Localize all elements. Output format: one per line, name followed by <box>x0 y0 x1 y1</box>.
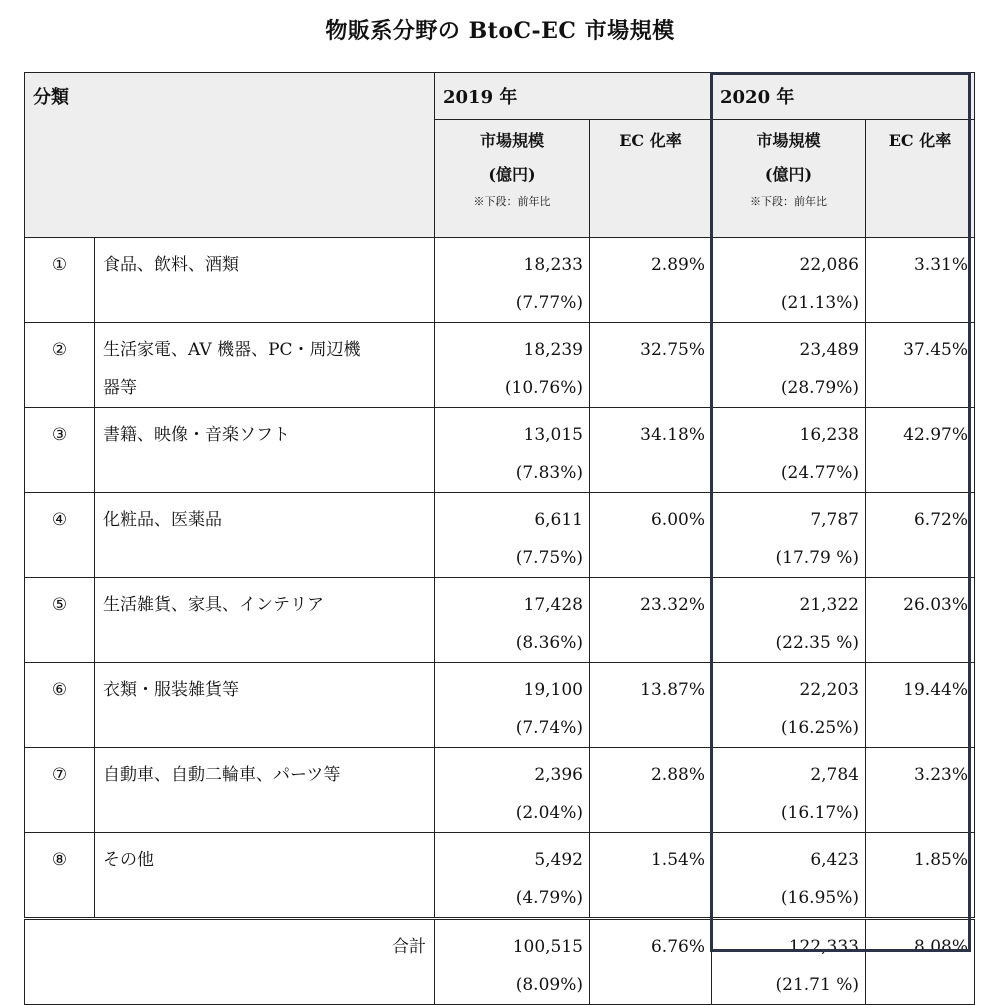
market-size-2019 <box>435 578 590 663</box>
market-size-2019 <box>435 408 590 493</box>
market-size-2020 <box>712 323 866 408</box>
row-number: ③ <box>25 408 95 493</box>
value: 13,015 <box>523 425 583 445</box>
value: 17,428 <box>523 595 583 615</box>
yoy-value: (16.95%) <box>780 888 859 908</box>
category-line: 衣類・服装雑貨等 <box>103 680 239 700</box>
row-number: ⑧ <box>25 833 95 919</box>
value: 2,784 <box>810 765 859 785</box>
yoy-value: (7.74%) <box>515 718 583 738</box>
header-year-2019: 2019 年 <box>435 73 712 120</box>
ec-rate-2019: 2.88% <box>590 748 712 833</box>
value: 18,239 <box>523 340 583 360</box>
category-name <box>95 323 435 408</box>
yoy-note: ※下段：前年比 <box>750 195 827 208</box>
yoy-value: (17.79 %) <box>775 548 859 568</box>
ec-rate-2020: 6.72% <box>866 493 975 578</box>
header-year-2020: 2020 年 <box>712 73 975 120</box>
value: 19,100 <box>523 680 583 700</box>
value: 22,203 <box>799 680 859 700</box>
value: 7,787 <box>810 510 859 530</box>
ec-rate-2019: 2.89% <box>590 238 712 323</box>
yoy-value: (16.17%) <box>780 803 859 823</box>
total-ec-rate-2019: 6.76% <box>590 919 712 1005</box>
category-line: 自動車、自動二輪車、パーツ等 <box>103 765 341 785</box>
market-size-2020 <box>712 578 866 663</box>
yoy-value: (7.77%) <box>515 293 583 313</box>
header-market-size-2020 <box>712 120 866 238</box>
yoy-value: (7.75%) <box>515 548 583 568</box>
ec-rate-2019: 6.00% <box>590 493 712 578</box>
yoy-value: (8.36%) <box>515 633 583 653</box>
yoy-value: (21.13%) <box>780 293 859 313</box>
ec-rate-2020: 3.23% <box>866 748 975 833</box>
ec-rate-2020: 37.45% <box>866 323 975 408</box>
table-row <box>25 408 975 493</box>
market-size-2020 <box>712 493 866 578</box>
page-title: 物販系分野の BtoC-EC 市場規模 <box>325 18 675 44</box>
category-name <box>95 748 435 833</box>
category-line: 化粧品、医薬品 <box>103 510 222 530</box>
total-ec-rate-2020: 8.08% <box>866 919 975 1005</box>
ec-rate-2020: 1.85% <box>866 833 975 919</box>
table-row <box>25 493 975 578</box>
value: 16,238 <box>799 425 859 445</box>
market-size-2019 <box>435 238 590 323</box>
market-size-label: 市場規模 <box>756 131 821 150</box>
value: 6,423 <box>810 850 859 870</box>
value: 21,322 <box>799 595 859 615</box>
category-line: 食品、飲料、酒類 <box>103 255 239 275</box>
category-line: その他 <box>103 850 154 870</box>
ec-rate-2019: 32.75% <box>590 323 712 408</box>
header-ec-rate-2020: EC 化率 <box>866 120 975 238</box>
value: 122,333 <box>788 937 859 957</box>
yoy-value: (7.83%) <box>515 463 583 483</box>
yoy-value: (16.25%) <box>780 718 859 738</box>
market-size-label: 市場規模 <box>479 131 544 150</box>
yoy-value: (21.71 %) <box>775 975 859 995</box>
category-name <box>95 408 435 493</box>
header-market-size-2019 <box>435 120 590 238</box>
market-size-2019 <box>435 663 590 748</box>
category-line: 生活雑貨、家具、インテリア <box>103 595 324 615</box>
row-number: ⑦ <box>25 748 95 833</box>
market-size-2019 <box>435 748 590 833</box>
market-size-unit: (億円) <box>488 165 536 184</box>
row-number: ② <box>25 323 95 408</box>
table-row <box>25 238 975 323</box>
row-number: ④ <box>25 493 95 578</box>
category-name <box>95 663 435 748</box>
ec-rate-2019: 13.87% <box>590 663 712 748</box>
value: 23,489 <box>799 340 859 360</box>
category-name <box>95 833 435 919</box>
yoy-value: (2.04%) <box>515 803 583 823</box>
yoy-value: (4.79%) <box>515 888 583 908</box>
header-ec-rate-2019: EC 化率 <box>590 120 712 238</box>
category-line: 器等 <box>103 378 137 398</box>
row-number: ⑤ <box>25 578 95 663</box>
market-size-2020 <box>712 238 866 323</box>
ec-rate-2020: 19.44% <box>866 663 975 748</box>
value: 100,515 <box>512 937 583 957</box>
yoy-value: (24.77%) <box>780 463 859 483</box>
value: 18,233 <box>523 255 583 275</box>
total-market-size-2019 <box>435 919 590 1005</box>
yoy-value: (8.09%) <box>515 975 583 995</box>
ec-rate-2019: 23.32% <box>590 578 712 663</box>
market-size-2019 <box>435 493 590 578</box>
market-size-2020 <box>712 748 866 833</box>
header-category: 分類 <box>25 73 435 238</box>
table-row <box>25 833 975 919</box>
yoy-note: ※下段：前年比 <box>473 195 551 208</box>
ec-rate-2020: 3.31% <box>866 238 975 323</box>
category-name <box>95 238 435 323</box>
value: 5,492 <box>534 850 583 870</box>
category-line: 書籍、映像・音楽ソフト <box>103 425 290 445</box>
total-row <box>25 919 975 1005</box>
row-number: ① <box>25 238 95 323</box>
market-size-2020 <box>712 663 866 748</box>
market-size-unit: (億円) <box>764 165 813 184</box>
value: 2,396 <box>534 765 583 785</box>
category-name <box>95 493 435 578</box>
value: 6,611 <box>534 510 583 530</box>
ec-rate-2019: 1.54% <box>590 833 712 919</box>
value: 22,086 <box>799 255 859 275</box>
table-row <box>25 663 975 748</box>
market-size-2020 <box>712 833 866 919</box>
yoy-value: (10.76%) <box>504 378 583 398</box>
total-market-size-2020 <box>712 919 866 1005</box>
market-size-2019 <box>435 833 590 919</box>
yoy-value: (22.35 %) <box>775 633 859 653</box>
category-name <box>95 578 435 663</box>
total-label: 合計 <box>25 919 435 1005</box>
ec-rate-2019: 34.18% <box>590 408 712 493</box>
market-size-2020 <box>712 408 866 493</box>
table-row <box>25 578 975 663</box>
ec-rate-2020: 26.03% <box>866 578 975 663</box>
row-number: ⑥ <box>25 663 95 748</box>
table-row <box>25 323 975 408</box>
yoy-value: (28.79%) <box>780 378 859 398</box>
category-line: 生活家電、AV 機器、PC・周辺機 <box>103 340 361 360</box>
ec-rate-2020: 42.97% <box>866 408 975 493</box>
ec-market-table <box>24 72 975 1005</box>
market-size-2019 <box>435 323 590 408</box>
table-row <box>25 748 975 833</box>
